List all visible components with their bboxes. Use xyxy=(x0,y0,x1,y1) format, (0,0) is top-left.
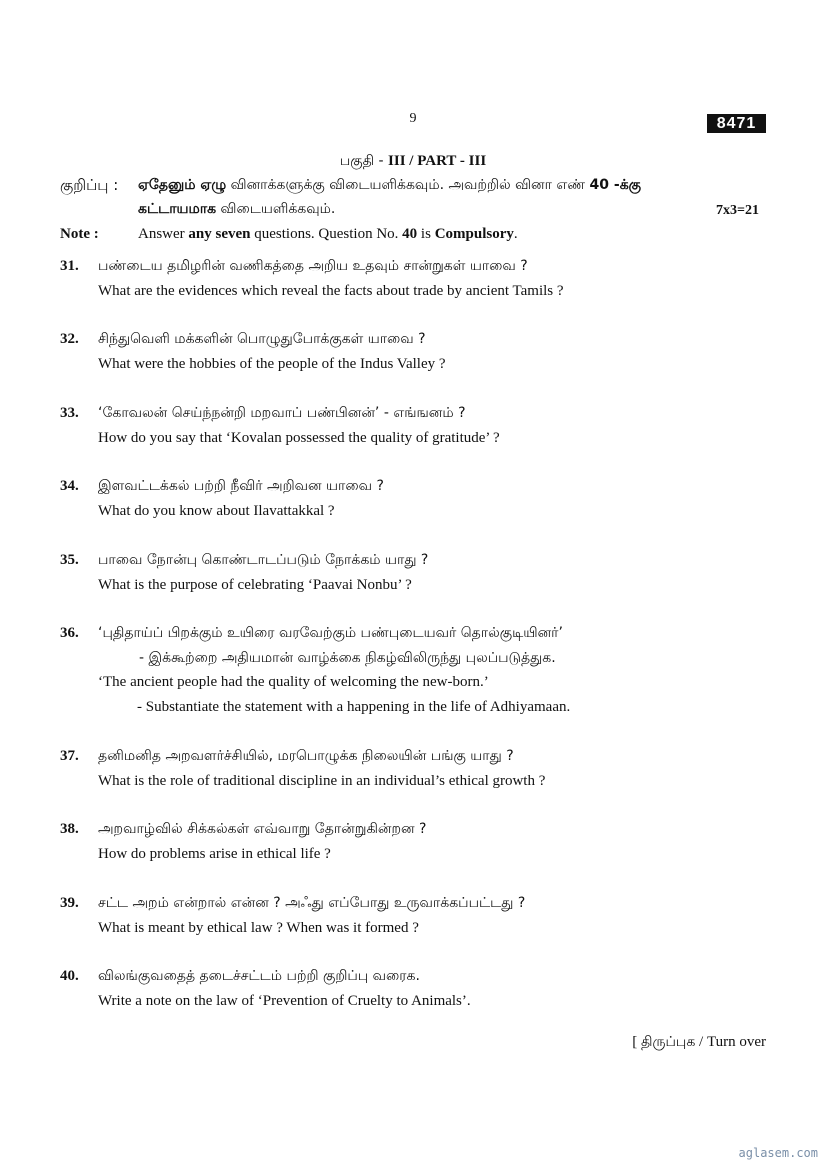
paper-code-badge: 8471 xyxy=(707,114,766,133)
turn-over-separator: / xyxy=(695,1034,707,1050)
question-number: 33. xyxy=(60,405,79,421)
question-english: What do you know about Ilavattakkal ? xyxy=(98,503,335,519)
question-number: 40. xyxy=(60,968,79,984)
question-english-continuation: - Substantiate the statement with a happening in the life of Adhiyamaan. xyxy=(137,699,571,715)
question-number: 32. xyxy=(60,331,79,347)
tamil-note-mid: வினாக்களுக்கு விடையளிக்கவும். அவற்றில் வினா எண் xyxy=(226,177,590,193)
turn-over-tamil: திருப்புக xyxy=(641,1034,696,1050)
question-tamil: சட்ட அறம் என்றால் என்ன ? அஃது எப்போது உருவாக்கப்பட்டது ? xyxy=(98,895,526,911)
turn-over-bracket: [ xyxy=(632,1034,642,1050)
question-english: How do you say that ‘Kovalan possessed the quality of gratitude’ ? xyxy=(98,430,500,446)
question-number: 38. xyxy=(60,821,79,837)
turn-over-note xyxy=(632,1034,766,1052)
tamil-note-bold: ஏதேனும் ஏழு xyxy=(138,177,227,193)
question-number: 37. xyxy=(60,748,79,764)
turn-over-english: Turn over xyxy=(706,1034,766,1050)
english-note-label: Note : xyxy=(60,226,99,242)
question-number: 36. xyxy=(60,625,79,641)
question-english: Write a note on the law of ‘Prevention of Cruelty to Animals’. xyxy=(98,993,471,1009)
english-note-mid: questions. Question No. xyxy=(250,226,403,242)
question-tamil: பாவை நோன்பு கொண்டாடப்படும் நோக்கம் யாது ? xyxy=(98,552,429,568)
question-tamil: அறவாழ்வில் சிக்கல்கள் எவ்வாறு தோன்றுகின்றன ? xyxy=(98,821,427,837)
question-tamil: தனிமனித அறவளர்ச்சியில், மரபொழுக்க நிலையின் பங்கு யாது ? xyxy=(98,748,514,764)
question-tamil: ‘புதிதாய்ப் பிறக்கும் உயிரை வரவேற்கும் பண்புடையவர் தொல்குடியினர்’ xyxy=(98,625,563,641)
english-note-bold-2: 40 xyxy=(402,226,418,242)
question-number: 34. xyxy=(60,478,79,494)
question-english: What is the purpose of celebrating ‘Paavai Nonbu’ ? xyxy=(98,577,412,593)
question-number: 35. xyxy=(60,552,79,568)
question-english: What were the hobbies of the people of the Indus Valley ? xyxy=(98,356,446,372)
question-english: What is the role of traditional discipline in an individual’s ethical growth ? xyxy=(98,773,546,789)
tamil-note-qno: 40 -க்கு xyxy=(589,177,642,193)
english-note-end: . xyxy=(513,226,518,242)
question-english: ‘The ancient people had the quality of welcoming the new-born.’ xyxy=(98,674,489,690)
question-tamil: இளவட்டக்கல் பற்றி நீவிர் அறிவன யாவை ? xyxy=(98,478,384,494)
question-tamil: ‘கோவலன் செய்ந்நன்றி மறவாப் பண்பினன்’ - எங்ஙனம் ? xyxy=(98,405,466,421)
part-title-text: III / PART - III xyxy=(388,153,487,169)
part-title xyxy=(0,153,826,171)
question-number: 31. xyxy=(60,258,79,274)
question-tamil: விலங்குவதைத் தடைச்சட்டம் பற்றி குறிப்பு வரைக. xyxy=(98,968,420,984)
question-english: What is meant by ethical law ? When was it formed ? xyxy=(98,920,419,936)
watermark: aglasem.com xyxy=(738,1146,818,1160)
part-title-tamil: பகுதி - xyxy=(339,153,389,169)
page-number: 9 xyxy=(409,111,417,126)
question-tamil: பண்டைய தமிழரின் வணிகத்தை அறிய உதவும் சான்றுகள் யாவை ? xyxy=(98,258,528,274)
english-note-pre: Answer xyxy=(138,226,189,242)
question-tamil: சிந்துவெளி மக்களின் பொழுதுபோக்குகள் யாவை ? xyxy=(98,331,426,347)
tamil-note-line2-bold: கட்டாயமாக xyxy=(138,201,217,217)
tamil-note-line-2 xyxy=(138,201,335,219)
tamil-note-label: குறிப்பு : xyxy=(60,176,119,194)
english-note-mid-2: is xyxy=(417,226,435,242)
question-number: 39. xyxy=(60,895,79,911)
question-english: What are the evidences which reveal the facts about trade by ancient Tamils ? xyxy=(98,283,564,299)
tamil-note-line-1 xyxy=(138,177,641,195)
english-note-bold-1: any seven xyxy=(188,226,251,242)
question-tamil-continuation: - இக்கூற்றை அதியமான் வாழ்க்கை நிகழ்விலிருந்து புலப்படுத்துக. xyxy=(139,650,556,666)
english-note-bold-3: Compulsory xyxy=(434,226,514,242)
question-english: How do problems arise in ethical life ? xyxy=(98,846,331,862)
tamil-note-line2-rest: விடையளிக்கவும். xyxy=(216,201,336,217)
marks-allocation: 7x3=21 xyxy=(716,203,759,218)
english-note xyxy=(138,226,518,243)
